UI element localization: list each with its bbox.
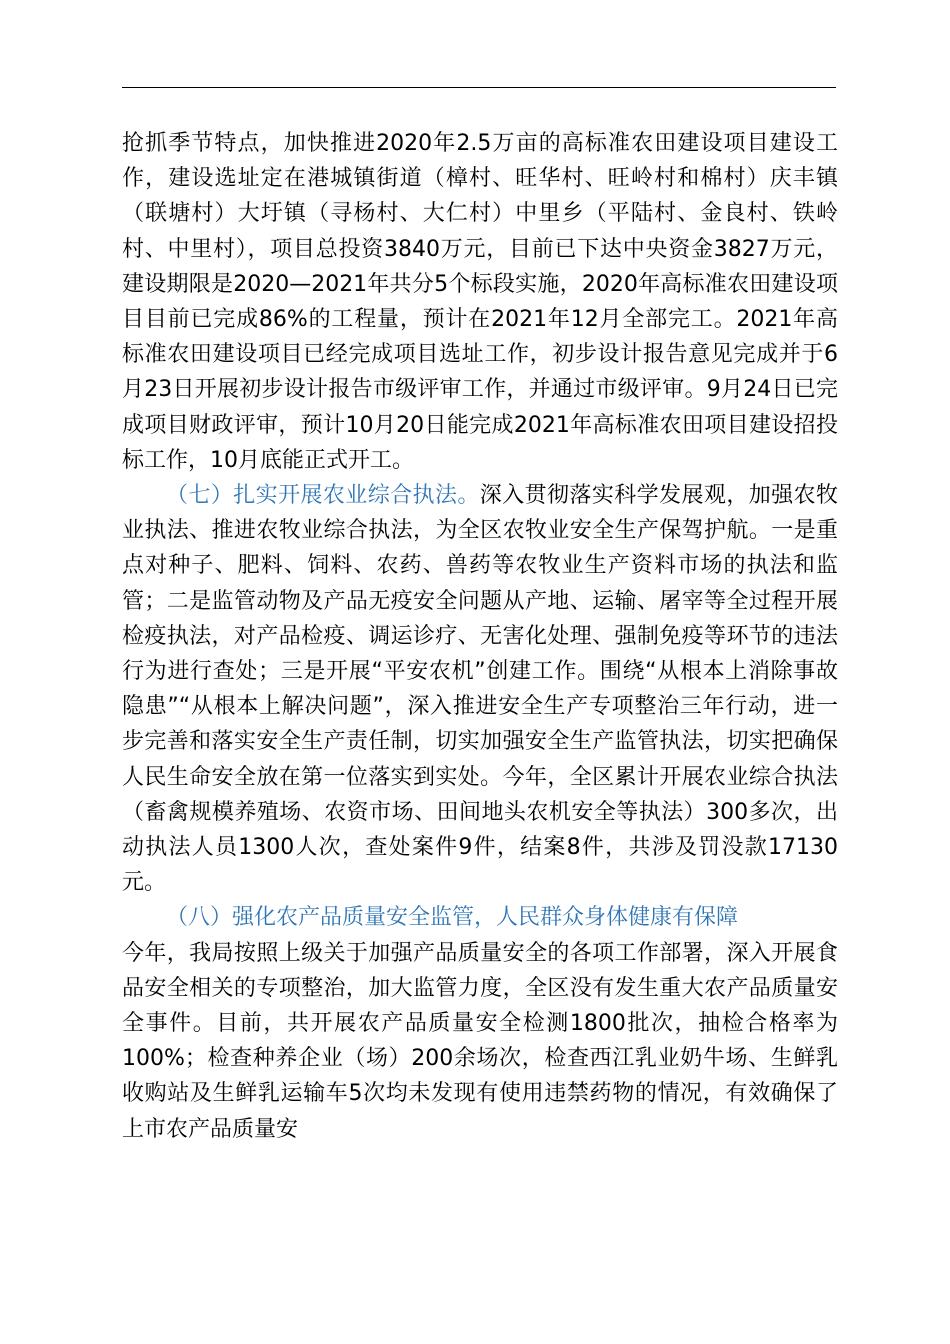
paragraph-farmland [122,126,838,478]
paragraph-farmland-text: 抢抓季节特点，加快推进2020年2.5万亩的高标准农田建设项目建设工作，建设选址定在港城镇街道（樟村、旺华村、旺岭村和棉村）庆丰镇（联塘村）大圩镇（寻杨村、大仁村）中里乡（平陆村、金良村、铁岭村、中里村），项目总投资3840万元，目前已下达中央资金3827万元，建设期限是2020—2021年共分5个标段实施，2020年高标准农田建设项目目前已完成86%的工程量，预计在2021年12月全部完工。2021年高标准农田建设项目已经完成项目选址工作，初步设计报告意见完成并于6月23日开展初步设计报告市级评审工作，并通过市级评审。9月24日已完成项目财政评审，预计10月20日能完成2021年高标准农田项目建设招投标工作，10月底能正式开工。 [122,131,838,473]
section-heading-8: （八）强化农产品质量安全监管，人民群众身体健康有保障 [166,905,739,931]
section-heading-7: （七）扎实开展农业综合执法。 [166,483,480,509]
paragraph-law-enforcement-text: 深入贯彻落实科学发展观，加强农牧业执法、推进农牧业综合执法，为全区农牧业安全生产保驾护航。一是重点对种子、肥料、饲料、农药、兽药等农牧业生产资料市场的执法和监管；二是监管动物及产品无疫安全问题从产地、运输、屠宰等全过程开展检疫执法，对产品检疫、调运诊疗、无害化处理、强制免疫等环节的违法行为进行查处；三是开展“平安农机”创建工作。围绕“从根本上消除事故隐患”“从根本上解决问题”，深入推进安全生产专项整治三年行动，进一步完善和落实安全生产责任制，切实加强安全生产监管执法，切实把确保人民生命安全放在第一位落实到实处。今年，全区累计开展农业综合执法（畜禽规模养殖场、农资市场、田间地头农机安全等执法）300多次，出动执法人员1300人次，查处案件9件，结案8件，共涉及罚没款17130元。 [122,483,838,896]
paragraph-law-enforcement [122,478,838,900]
header-rule [122,87,836,88]
paragraph-quality-safety [122,936,838,1147]
paragraph-quality-safety-text: 今年，我局按照上级关于加强产品质量安全的各项工作部署，深入开展食品安全相关的专项整治，加大监管力度，全区没有发生重大农产品质量安全事件。目前，共开展农产品质量安全检测1800批次，抽检合格率为100%；检查种养企业（场）200余场次，检查西江乳业奶牛场、生鲜乳收购站及生鲜乳运输车5次均未发现有使用违禁药物的情况，有效确保了上市农产品质量安 [122,940,838,1142]
document-body [122,126,838,1147]
paragraph-quality-heading [122,900,838,935]
